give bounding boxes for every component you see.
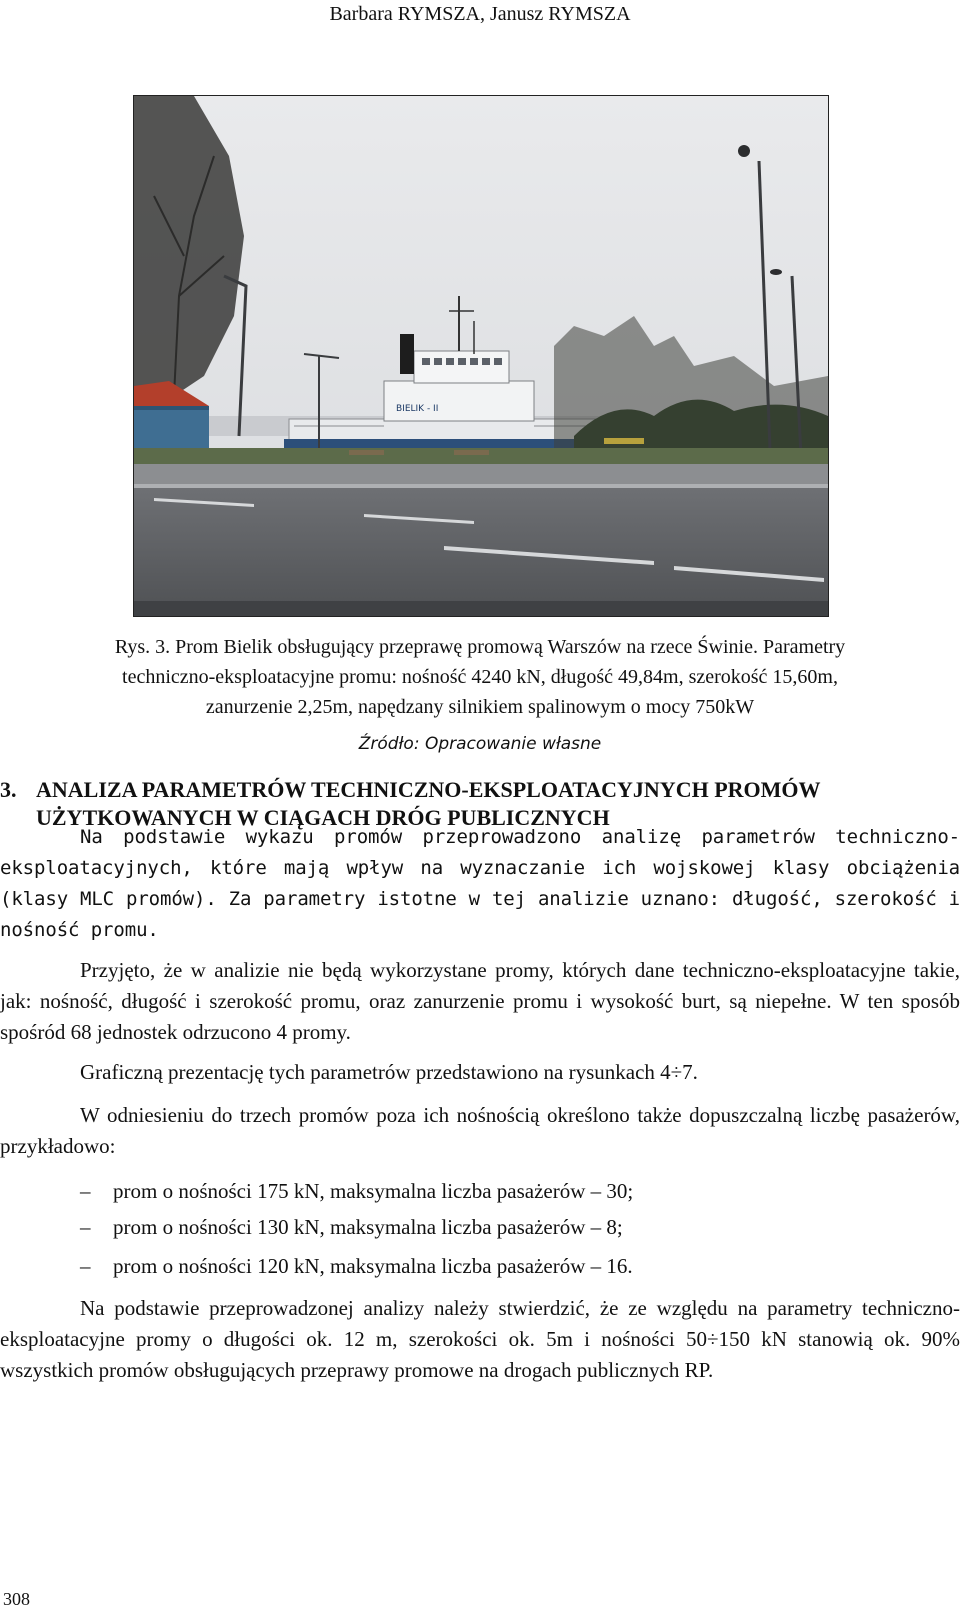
section-title-line: UŻYTKOWANYCH W CIĄGACH DRÓG PUBLICZNYCH — [36, 805, 610, 830]
paragraph: Graficzną prezentację tych parametrów przedstawiono na rysunkach 4÷7. — [80, 1060, 698, 1084]
section-title-line: ANALIZA PARAMETRÓW TECHNICZNO-EKSPLOATACYJNYCH PROMÓW — [36, 777, 821, 802]
ship-name-label: BIELIK - II — [396, 404, 439, 414]
list-dash: – — [80, 1179, 91, 1203]
page-number: 308 — [3, 1589, 30, 1609]
list-dash: – — [80, 1215, 91, 1239]
caption-line: Rys. 3. Prom Bielik obsługujący przeprawę promową Warszów na rzece Świnie. Parametry — [114, 636, 846, 658]
figure-caption — [40, 632, 920, 722]
caption-line: techniczno-eksploatacyjne promu: nośność 4240 kN, długość 49,84m, szerokość 15,60m, — [122, 666, 838, 688]
ferry-photo — [133, 95, 829, 617]
list-dash: – — [80, 1254, 91, 1278]
lamp-head — [738, 145, 750, 157]
sidewalk — [134, 464, 828, 486]
ferry-photo-illustration — [134, 96, 828, 616]
list-item-text: prom o nośności 175 kN, maksymalna liczba pasażerów – 30; — [113, 1179, 634, 1203]
paragraph: Na podstawie wykazu promów przeprowadzono analizę parametrów techniczno-eksploatacyjnych, które mają wpływ na wyznaczanie ich wojskowej klasy obciążenia (klasy MLC promów). Za parametry istotne w tej analizie uznano: długość, szerokość i nośność promu. — [0, 826, 960, 941]
list-item — [0, 1211, 960, 1243]
list-item — [0, 1250, 960, 1282]
list-item-text: prom o nośności 120 kN, maksymalna liczba pasażerów – 16. — [113, 1254, 633, 1278]
caption-line: zanurzenie 2,25m, napędzany silnikiem spalinowym o mocy 750kW — [205, 696, 755, 718]
paragraph: Przyjęto, że w analizie nie będą wykorzystane promy, których dane techniczno-eksploatacyjne takie, jak: nośność, długość i szerokość promu, oraz zanurzenie promu i wysokość burt, są niepełne. W ten sposób spośród 68 jednostek odrzucono 4 promy. — [0, 958, 960, 1044]
running-header: Barbara RYMSZA, Janusz RYMSZA — [329, 3, 631, 25]
list-item — [0, 1175, 960, 1207]
figure-source: Źródło: Opracowanie własne — [358, 734, 602, 754]
paragraph: W odniesieniu do trzech promów poza ich nośnością określono także dopuszczalną liczbę pasażerów, przykładowo: — [0, 1103, 960, 1158]
paragraph: Na podstawie przeprowadzonej analizy należy stwierdzić, że ze względu na parametry techniczno-eksploatacyjne promy o długości ok. 12 m, szerokości ok. 5m i nośności 50÷150 kN stanowią ok. 90% wszystkich promów obsługujących przeprawy promowe na drogach publicznych RP. — [0, 1296, 960, 1382]
section-number: 3. — [0, 777, 17, 802]
list-item-text: prom o nośności 130 kN, maksymalna liczba pasażerów – 8; — [113, 1215, 623, 1239]
